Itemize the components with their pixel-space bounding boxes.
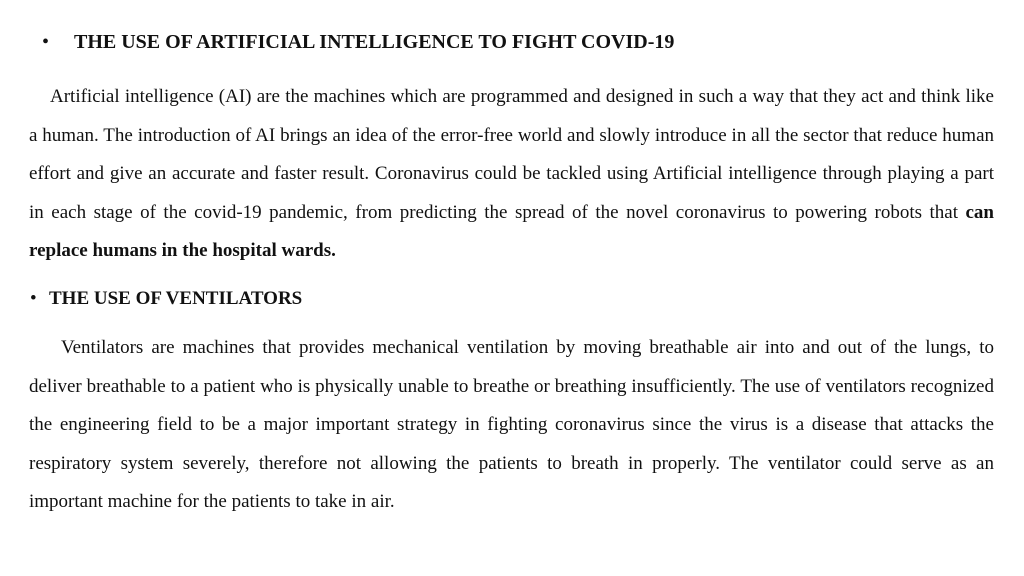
section-heading-ai	[42, 28, 674, 56]
bullet-icon: •	[30, 288, 37, 309]
paragraph-ventilators: Ventilators are machines that provides mechanical ventilation by moving breathable air into and out of the lungs, to deliver breathable to a patient who is physically unable to breathe or breathing insufficiently. The use of ventilators recognized the engineering field to be a major important strategy in fighting coronavirus since the virus is a disease that attacks the respiratory system severely, therefore not allowing the patients to breath in properly. The ventilator could serve as an important machine for the patients to take in air.	[29, 337, 994, 513]
bullet-icon: •	[42, 31, 50, 53]
section-heading-ventilators	[30, 286, 302, 312]
heading-text-ventilators: THE USE OF VENTILATORS	[49, 288, 303, 309]
paragraph-ai-bold-text: can replace humans in the hospital wards.	[29, 201, 994, 262]
paragraph-ai-text: Artificial intelligence (AI) are the machines which are programmed and designed in such a way that they act and think like a human. The introduction of AI brings an idea of the error-free world and slowly introduce in all the sector that reduce human effort and give an accurate and faster result. Coronavirus could be tackled using Artificial intelligence through playing a part in each stage of the covid-19 pandemic, from predicting the spread of the novel coronavirus to powering robots that	[29, 86, 994, 223]
paragraph-ai	[29, 78, 994, 271]
heading-text-ai: THE USE OF ARTIFICIAL INTELLIGENCE TO FIGHT COVID-19	[74, 31, 675, 53]
